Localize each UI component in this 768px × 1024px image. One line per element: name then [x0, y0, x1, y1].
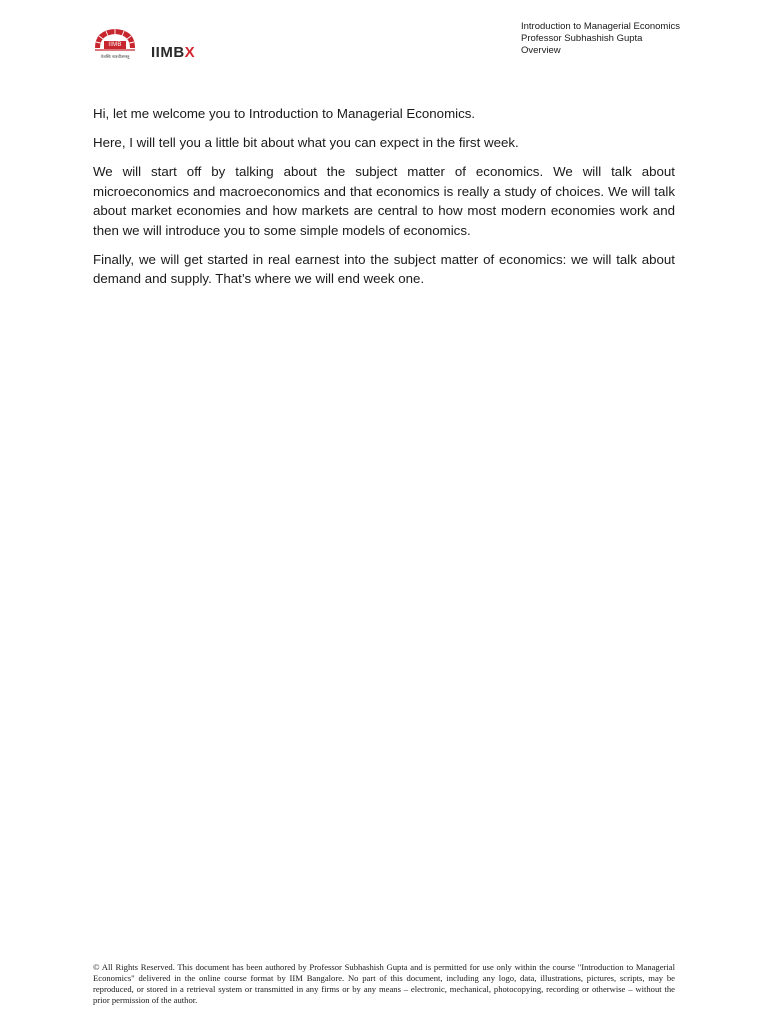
body-paragraph: Finally, we will get started in real earnest into the subject matter of economics: we will talk about demand and supply. That’s where we will end week one.: [93, 251, 675, 286]
copyright-footer: © All Rights Reserved. This document has been authored by Professor Subhashish Gupta and is permitted for use only within the course "Introduction to Managerial Economics" delivered in the online course format by IIM Bangalore. No part of this document, including any logo, data, illustrations, pictures, scripts, may be reproduced, or stored in a retrieval system or transmitted in any firms or by any means – electronic, mechanical, photocopying, recording or otherwise – without the prior permission of the author.: [93, 962, 675, 1005]
iimb-logo-motto: तेजस्वि नावधीतमस्तु: [100, 54, 130, 59]
section-name: Overview: [521, 44, 561, 56]
iimbx-logo-prefix: IIMB: [151, 44, 185, 61]
document-header-info: [521, 21, 680, 56]
course-title: Introduction to Managerial Economics: [521, 21, 680, 32]
iimbx-logo-x: X: [184, 44, 196, 61]
body-paragraph: Hi, let me welcome you to Introduction to Managerial Economics.: [93, 106, 476, 121]
iimb-logo-text: IIMB: [108, 42, 122, 48]
iimb-logo-icon: [92, 26, 138, 62]
document-body: [93, 104, 675, 298]
body-paragraph: Here, I will tell you a little bit about what you can expect in the first week.: [93, 135, 519, 150]
professor-name: Professor Subhashish Gupta: [521, 32, 643, 44]
iimbx-logo: [151, 44, 195, 61]
body-paragraph: We will start off by talking about the subject matter of economics. We will talk about microeconomics and macroeconomics and that economics is really a study of choices. We will talk about market economies and how markets are central to how most modern economies work and then we will introduce you to some simple models of economics.: [93, 164, 675, 238]
